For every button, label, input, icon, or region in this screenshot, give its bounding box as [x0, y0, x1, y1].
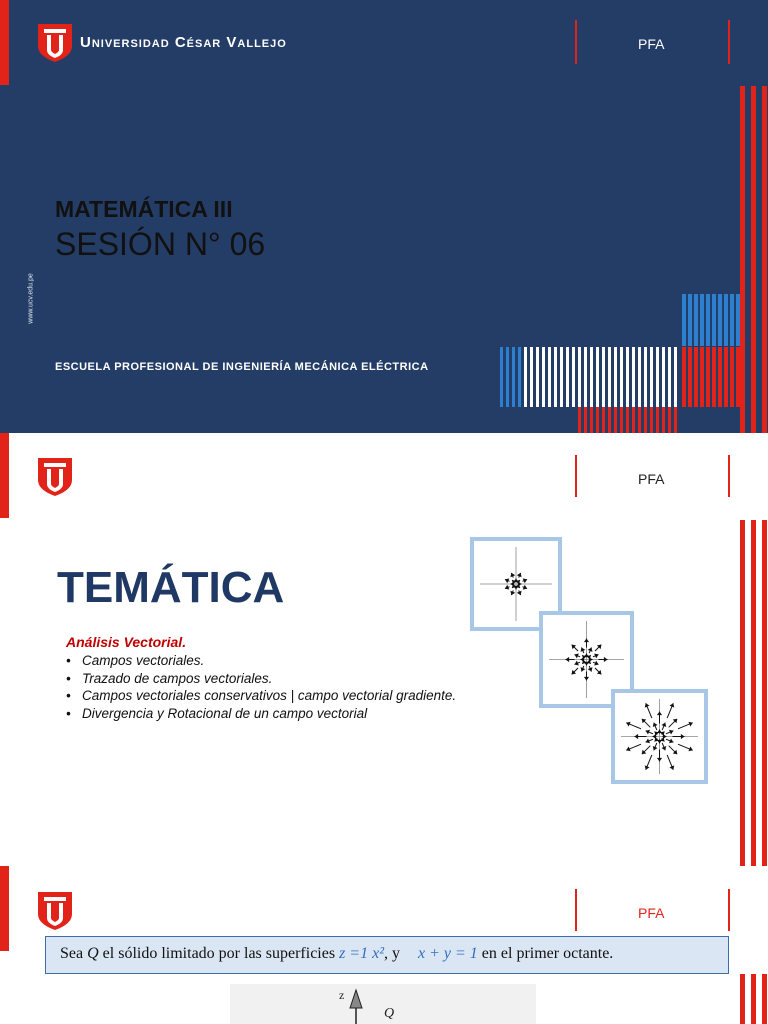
list-item: [66, 652, 456, 670]
bullet-icon: •: [66, 688, 71, 703]
list-item: [66, 670, 456, 688]
z-axis-label: z: [339, 988, 345, 1002]
list-item: [66, 687, 456, 705]
vector-field-plot: [615, 693, 704, 780]
z-axis-arrow-icon: [350, 990, 362, 1008]
header-divider-left: [575, 455, 577, 497]
school-name: ESCUELA PROFESIONAL DE INGENIERÍA MECÁNICA ELÉCTRICA: [55, 361, 429, 373]
vector-field-illustration-large: [611, 689, 708, 784]
brand-name: Universidad César Vallejo: [80, 34, 287, 51]
topic-text: Campos vectoriales.: [82, 653, 205, 668]
problem-text: Sea: [60, 945, 88, 962]
solid-symbol: Q: [87, 945, 99, 962]
solid-label: Q: [384, 1006, 395, 1021]
pfa-label: PFA: [638, 36, 665, 52]
list-item: [66, 705, 456, 723]
pfa-label: PFA: [638, 471, 665, 487]
surface-equation: z =1 x²: [339, 945, 384, 962]
ucv-logo-icon: [38, 458, 72, 496]
bullet-icon: •: [66, 705, 71, 721]
problem-text: el sólido limitado por las superficies: [98, 945, 340, 962]
pfa-label: PFA: [638, 905, 665, 921]
plane-equation: x + y = 1: [418, 945, 478, 962]
topic-list: [66, 652, 456, 722]
topic-text: Campos vectoriales conservativos | campo vectorial gradiente.: [82, 688, 457, 703]
cover-slide: [0, 0, 768, 433]
session-number: SESIÓN N° 06: [55, 226, 266, 262]
problem-text: , y: [384, 945, 404, 962]
bullet-icon: •: [66, 653, 71, 668]
problem-text: en el primer octante.: [477, 945, 614, 962]
topic-heading: Análisis Vectorial.: [66, 634, 187, 650]
problem-statement: [45, 936, 729, 974]
course-title: MATEMÁTICA III: [55, 196, 233, 222]
slide-title: TEMÁTICA: [57, 563, 285, 612]
topic-text: Divergencia y Rotacional de un campo vectorial: [82, 705, 368, 721]
ucv-logo-icon: [38, 892, 72, 930]
header-divider-left: [575, 889, 577, 931]
solid-diagram: [230, 984, 536, 1024]
bullet-icon: •: [66, 670, 71, 686]
topic-text: Trazado de campos vectoriales.: [82, 670, 273, 686]
solid-figure: [230, 984, 536, 1024]
header-divider-right: [728, 889, 730, 931]
header-divider-right: [728, 455, 730, 497]
website-url: www.ucv.edu.pe: [27, 273, 35, 324]
